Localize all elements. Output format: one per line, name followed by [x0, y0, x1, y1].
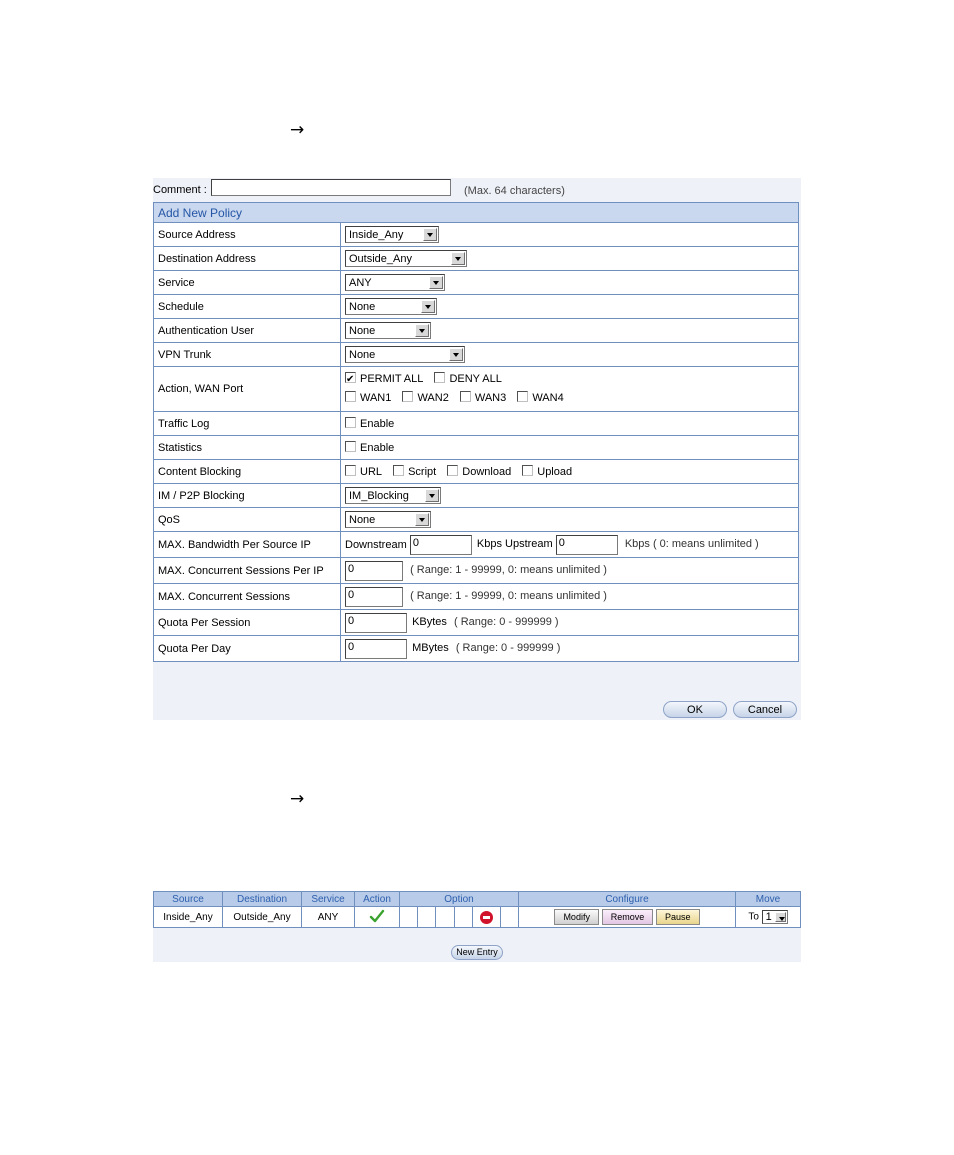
wan2-checkbox[interactable]	[402, 391, 413, 402]
comment-hint: (Max. 64 characters)	[464, 185, 565, 197]
auth-user-select[interactable]: None	[345, 322, 431, 339]
row-statistics	[154, 436, 799, 460]
option-cell-4	[454, 907, 472, 928]
col-option: Option	[400, 892, 519, 907]
arrow-right-icon: →	[290, 120, 305, 140]
option-cell-3	[436, 907, 454, 928]
policy-list-panel	[153, 891, 801, 962]
wan1-checkbox[interactable]	[345, 391, 356, 402]
service-label: Service	[154, 271, 341, 295]
wan3-option[interactable]: WAN3	[460, 392, 506, 404]
content-blocking-label: Content Blocking	[154, 460, 341, 484]
script-checkbox[interactable]	[393, 465, 404, 476]
row-im-p2p	[154, 484, 799, 508]
source-address-label: Source Address	[154, 223, 341, 247]
row-destination-address	[154, 247, 799, 271]
service-select[interactable]: ANY	[345, 274, 445, 291]
upstream-input[interactable]: 0	[556, 535, 618, 555]
sessions-note: ( Range: 1 - 99999, 0: means unlimited )	[410, 590, 607, 603]
action-label: Action, WAN Port	[154, 367, 341, 412]
option-cell-5	[472, 907, 500, 928]
option-cell-6	[500, 907, 518, 928]
quota-session-note: ( Range: 0 - 999999 )	[453, 616, 559, 629]
quota-day-note: ( Range: 0 - 999999 )	[455, 642, 561, 655]
cancel-button[interactable]: Cancel	[733, 701, 797, 718]
qos-label: QoS	[154, 508, 341, 532]
upload-option[interactable]: Upload	[522, 466, 572, 478]
col-source: Source	[154, 892, 223, 907]
row-service	[154, 271, 799, 295]
chevron-down-icon	[429, 276, 443, 289]
move-to-label: To	[748, 911, 759, 923]
col-destination: Destination	[223, 892, 302, 907]
move-cell	[736, 907, 801, 928]
chevron-down-icon	[423, 228, 437, 241]
script-option[interactable]: Script	[393, 466, 436, 478]
url-option[interactable]: URL	[345, 466, 382, 478]
list-header-row	[154, 892, 801, 907]
comment-label: Comment :	[153, 184, 207, 196]
policy-list-table	[153, 891, 801, 928]
wan3-checkbox[interactable]	[460, 391, 471, 402]
ok-button[interactable]: OK	[663, 701, 727, 718]
row-quota-session	[154, 610, 799, 636]
row-content-blocking	[154, 460, 799, 484]
url-checkbox[interactable]	[345, 465, 356, 476]
traffic-log-option[interactable]: Enable	[345, 418, 394, 430]
chevron-down-icon	[421, 300, 435, 313]
col-action: Action	[355, 892, 400, 907]
permit-all-checkbox[interactable]	[345, 372, 356, 383]
qos-select[interactable]: None	[345, 511, 431, 528]
option-cell-2	[418, 907, 436, 928]
configure-cell	[519, 907, 736, 928]
sessions-label: MAX. Concurrent Sessions	[154, 584, 341, 610]
statistics-label: Statistics	[154, 436, 341, 460]
row-destination: Outside_Any	[223, 907, 302, 928]
schedule-label: Schedule	[154, 295, 341, 319]
quota-day-label: Quota Per Day	[154, 636, 341, 662]
quota-session-label: Quota Per Session	[154, 610, 341, 636]
statistics-option[interactable]: Enable	[345, 442, 394, 454]
traffic-log-label: Traffic Log	[154, 412, 341, 436]
row-source-address	[154, 223, 799, 247]
move-position-select[interactable]: 1	[762, 910, 788, 924]
chevron-down-icon	[449, 348, 463, 361]
row-sessions-per-ip	[154, 558, 799, 584]
action-cell	[355, 907, 400, 928]
quota-session-unit: KBytes	[412, 616, 447, 629]
sessions-input[interactable]: 0	[345, 587, 403, 607]
new-entry-button[interactable]: New Entry	[451, 945, 503, 960]
sessions-per-ip-label: MAX. Concurrent Sessions Per IP	[154, 558, 341, 584]
row-traffic-log	[154, 412, 799, 436]
download-option[interactable]: Download	[447, 466, 511, 478]
traffic-log-checkbox[interactable]	[345, 417, 356, 428]
statistics-checkbox[interactable]	[345, 441, 356, 452]
row-auth-user	[154, 319, 799, 343]
row-qos	[154, 508, 799, 532]
deny-stop-icon	[480, 911, 493, 924]
table-row	[154, 907, 801, 928]
auth-user-label: Authentication User	[154, 319, 341, 343]
remove-button[interactable]: Remove	[602, 909, 654, 925]
chevron-down-icon	[415, 324, 429, 337]
wan2-option[interactable]: WAN2	[402, 392, 448, 404]
downstream-input[interactable]: 0	[410, 535, 472, 555]
source-address-select[interactable]: Inside_Any	[345, 226, 439, 243]
chevron-down-icon	[775, 912, 786, 922]
bandwidth-label: MAX. Bandwidth Per Source IP	[154, 532, 341, 558]
quota-day-input[interactable]: 0	[345, 639, 407, 659]
deny-all-option[interactable]: DENY ALL	[434, 373, 501, 385]
deny-all-checkbox[interactable]	[434, 372, 445, 383]
wan1-option[interactable]: WAN1	[345, 392, 391, 404]
chevron-down-icon	[415, 513, 429, 526]
row-quota-day	[154, 636, 799, 662]
destination-address-label: Destination Address	[154, 247, 341, 271]
comment-input[interactable]	[211, 179, 451, 196]
row-source: Inside_Any	[154, 907, 223, 928]
download-checkbox[interactable]	[447, 465, 458, 476]
sessions-per-ip-note: ( Range: 1 - 99999, 0: means unlimited )	[410, 564, 607, 577]
upstream-label: Kbps Upstream	[476, 538, 553, 551]
quota-session-input[interactable]: 0	[345, 613, 407, 633]
row-sessions	[154, 584, 799, 610]
row-bandwidth	[154, 532, 799, 558]
row-service: ANY	[302, 907, 355, 928]
col-service: Service	[302, 892, 355, 907]
policy-form-table	[153, 202, 799, 662]
option-cell-1	[400, 907, 418, 928]
downstream-label: Downstream	[345, 538, 407, 551]
add-policy-panel	[153, 178, 801, 720]
pause-button[interactable]: Pause	[656, 909, 700, 925]
modify-button[interactable]: Modify	[554, 909, 599, 925]
sessions-per-ip-input[interactable]: 0	[345, 561, 403, 581]
arrow-right-icon: →	[290, 789, 305, 809]
row-action	[154, 367, 799, 412]
row-schedule	[154, 295, 799, 319]
vpn-trunk-label: VPN Trunk	[154, 343, 341, 367]
row-vpn-trunk	[154, 343, 799, 367]
chevron-down-icon	[425, 489, 439, 502]
im-p2p-label: IM / P2P Blocking	[154, 484, 341, 508]
col-move: Move	[736, 892, 801, 907]
quota-day-unit: MBytes	[412, 642, 449, 655]
wan4-checkbox[interactable]	[517, 391, 528, 402]
permit-all-option[interactable]: ✔PERMIT ALL	[345, 373, 423, 385]
vpn-trunk-select[interactable]: None	[345, 346, 465, 363]
form-header: Add New Policy	[154, 203, 799, 223]
col-configure: Configure	[519, 892, 736, 907]
schedule-select[interactable]: None	[345, 298, 437, 315]
comment-row	[153, 178, 801, 200]
upload-checkbox[interactable]	[522, 465, 533, 476]
chevron-down-icon	[451, 252, 465, 265]
permit-check-icon	[369, 909, 385, 923]
bandwidth-note: Kbps ( 0: means unlimited )	[624, 538, 759, 551]
wan4-option[interactable]: WAN4	[517, 392, 563, 404]
im-p2p-select[interactable]: IM_Blocking	[345, 487, 441, 504]
destination-address-select[interactable]: Outside_Any	[345, 250, 467, 267]
